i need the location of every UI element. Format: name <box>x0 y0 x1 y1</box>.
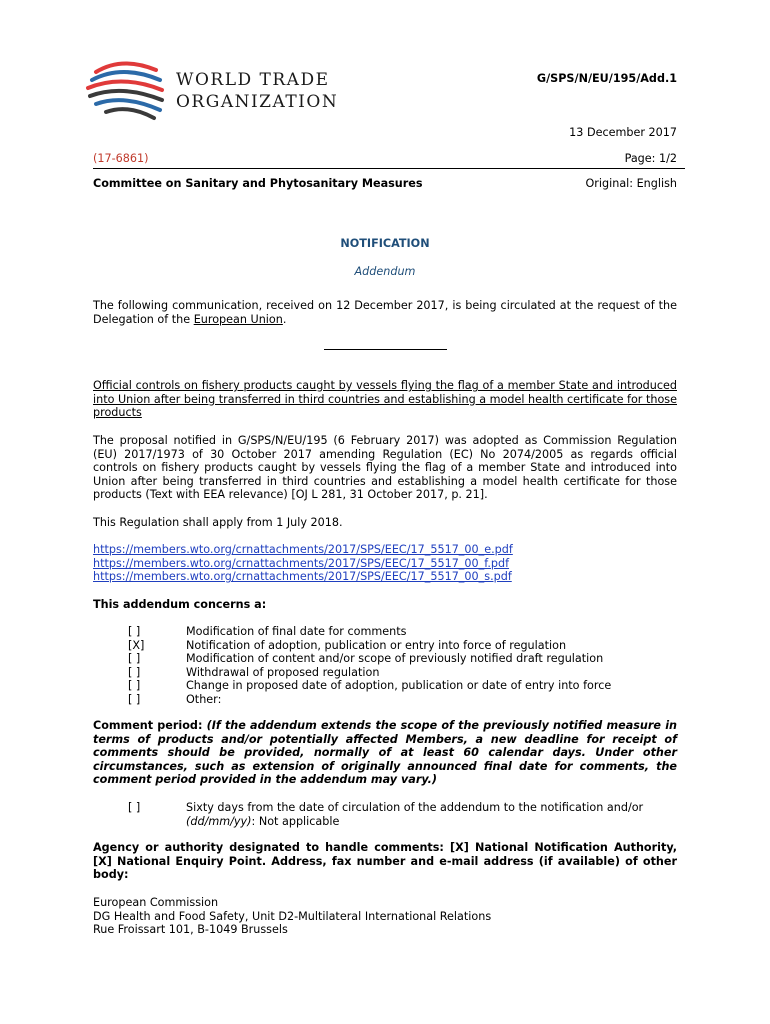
subject-title: Official controls on fishery products caught by vessels flying the flag of a member State and introduced into Union after being transferred in third countries and establishing a model health certificate for those products <box>93 379 677 420</box>
list-item: Modification of final date for comments <box>186 625 407 638</box>
comment-period-text: (If the addendum extends the scope of the previously notified measure in terms of products and/or potentially affected Members, a new deadline for receipt of comments should be provided, normally of at least 60 calendar days. Under other circumstances, such as extension of originally announced final date for comments, the comment period provided in the addendum may vary.) <box>93 719 677 787</box>
checkbox: [ ] <box>128 625 141 638</box>
agency-heading: Agency or authority designated to handle comments: [X] National Notification Authority, [X] National Enquiry Point. Address, fax number and e-mail address (if available) of other body: <box>93 841 677 882</box>
attachment-link-en[interactable]: https://members.wto.org/crnattachments/2017/SPS/EEC/17_5517_00_e.pdf <box>93 543 513 556</box>
comment-option-format: (dd/mm/yy) <box>186 814 252 828</box>
document-ref: (17-6861) <box>93 152 149 165</box>
comment-option-value: : Not applicable <box>251 814 340 828</box>
apply-date-paragraph: This Regulation shall apply from 1 July 2018. <box>93 516 343 529</box>
list-item: Modification of content and/or scope of previously notified draft regulation <box>186 652 604 666</box>
list-item: Other: <box>186 693 222 706</box>
checkbox-checked: [X] <box>128 638 145 652</box>
address-line: European Commission <box>93 896 219 909</box>
intro-end: . <box>282 312 287 326</box>
original-language: Original: English <box>585 177 677 190</box>
address-line: Rue Froissart 101, B-1049 Brussels <box>93 923 288 937</box>
checkbox: [ ] <box>128 679 141 693</box>
header-divider <box>93 168 685 169</box>
member-name: European Union <box>193 312 283 326</box>
logo-line2: ORGANIZATION <box>176 92 339 112</box>
logo-line1: WORLD TRADE <box>176 70 330 90</box>
intro-paragraph <box>93 299 677 326</box>
page-title: NOTIFICATION <box>340 237 430 250</box>
page-number: Page: 1/2 <box>624 152 677 165</box>
attachment-links <box>93 543 513 584</box>
comment-option <box>186 801 677 828</box>
agency-address <box>93 896 491 937</box>
concerns-heading: This addendum concerns a: <box>93 598 267 611</box>
concerns-list <box>0 625 770 709</box>
checkbox: [ ] <box>128 652 141 666</box>
document-date: 13 December 2017 <box>569 126 677 139</box>
comment-period-label: Comment period: <box>93 719 203 732</box>
body-paragraph: The proposal notified in G/SPS/N/EU/195 (6 February 2017) was adopted as Commission Regulation (EU) 2017/1973 of 30 October 2017 amending Regulation (EC) No 2074/2005 as regards official controls on fishery products caught by vessels flying the flag of a member State and introduced into Union after being transferred in third countries and establishing a model health certificate for those products (Text with EEA relevance) [OJ L 281, 31 October 2017, p. 21]. <box>93 434 677 502</box>
checkbox: [ ] <box>128 665 141 679</box>
wto-logo <box>82 58 342 128</box>
address-line: DG Health and Food Safety, Unit D2-Multilateral International Relations <box>93 909 492 923</box>
page-subtitle: Addendum <box>354 265 416 278</box>
comment-period <box>93 719 677 787</box>
wto-logo-mark-icon <box>82 58 166 128</box>
section-divider <box>324 349 447 350</box>
list-item: Notification of adoption, publication or entry into force of regulation <box>186 638 567 652</box>
intro-text: The following communication, received on 12 December 2017, is being circulated at the request of the Delegation of the <box>93 299 677 326</box>
list-item: Withdrawal of proposed regulation <box>186 665 380 679</box>
checkbox: [ ] <box>128 693 141 706</box>
attachment-link-fr[interactable]: https://members.wto.org/crnattachments/2017/SPS/EEC/17_5517_00_f.pdf <box>93 556 510 570</box>
attachment-link-es[interactable]: https://members.wto.org/crnattachments/2017/SPS/EEC/17_5517_00_s.pdf <box>93 570 512 584</box>
document-symbol: G/SPS/N/EU/195/Add.1 <box>536 72 677 85</box>
committee-name: Committee on Sanitary and Phytosanitary Measures <box>93 177 423 190</box>
list-item: Change in proposed date of adoption, publication or date of entry into force <box>186 679 612 693</box>
comment-option-text: Sixty days from the date of circulation of the addendum to the notification and/or <box>186 801 644 814</box>
checkbox: [ ] <box>128 801 141 814</box>
